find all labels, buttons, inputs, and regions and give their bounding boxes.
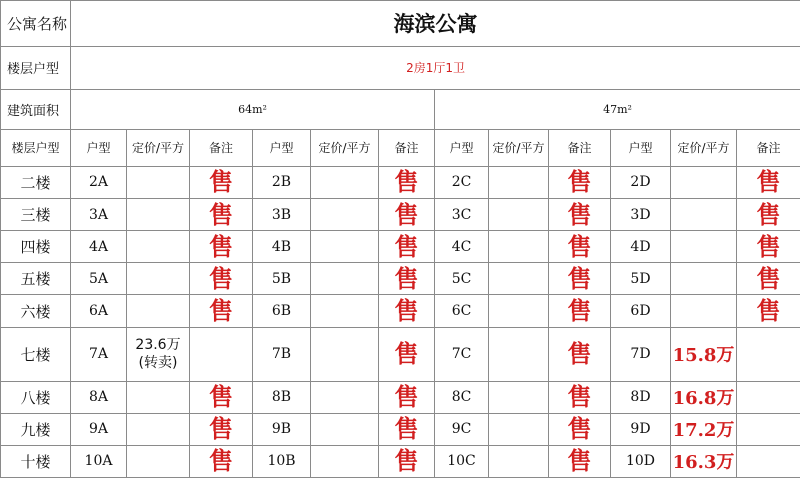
remark-cell	[737, 413, 800, 445]
sold-mark: 售	[737, 199, 800, 231]
unit-label: 5C	[435, 263, 489, 295]
col-header-price: 定价/平方	[311, 129, 379, 166]
sold-mark: 售	[549, 231, 611, 263]
unit-label: 3D	[611, 199, 671, 231]
unit-label: 3B	[253, 199, 311, 231]
floor-label: 十楼	[1, 445, 71, 477]
price-cell	[311, 199, 379, 231]
col-header-floor-type: 楼层户型	[1, 129, 71, 166]
apartment-name-label: 公寓名称	[1, 1, 71, 47]
col-header-unit: 户型	[435, 129, 489, 166]
sold-mark: 售	[190, 445, 253, 477]
unit-label: 10D	[611, 445, 671, 477]
unit-label: 9D	[611, 413, 671, 445]
price-cell	[671, 199, 737, 231]
floor-label: 九楼	[1, 413, 71, 445]
table-row	[1, 413, 800, 445]
price-cell	[311, 295, 379, 327]
unit-label: 8D	[611, 381, 671, 413]
price-cell	[489, 199, 549, 231]
sold-mark: 售	[190, 199, 253, 231]
sold-mark: 售	[549, 166, 611, 198]
col-header-remark: 备注	[379, 129, 435, 166]
price-cell: 15.8万	[671, 327, 737, 381]
resale-price: 23.6万	[135, 337, 181, 354]
unit-label: 10C	[435, 445, 489, 477]
remark-cell	[737, 327, 800, 381]
sold-mark: 售	[379, 295, 435, 327]
sold-mark: 售	[190, 263, 253, 295]
price-cell	[489, 231, 549, 263]
sold-mark: 售	[190, 413, 253, 445]
table-row	[1, 166, 800, 198]
floor-label: 八楼	[1, 381, 71, 413]
unit-label: 4B	[253, 231, 311, 263]
price-cell	[127, 445, 190, 477]
col-header-remark: 备注	[549, 129, 611, 166]
unit-label: 2D	[611, 166, 671, 198]
price-cell	[311, 327, 379, 381]
remark-cell	[190, 327, 253, 381]
unit-label: 6D	[611, 295, 671, 327]
floor-label: 七楼	[1, 327, 71, 381]
sold-mark: 售	[379, 445, 435, 477]
unit-label: 4D	[611, 231, 671, 263]
price-cell	[489, 381, 549, 413]
sold-mark: 售	[379, 327, 435, 381]
floor-label: 二楼	[1, 166, 71, 198]
unit-label: 5D	[611, 263, 671, 295]
table-row	[1, 199, 800, 231]
area-value-left: 64m²	[71, 90, 435, 129]
price-cell	[489, 263, 549, 295]
col-header-unit: 户型	[611, 129, 671, 166]
sold-mark: 售	[549, 263, 611, 295]
price-cell	[127, 231, 190, 263]
sold-mark: 售	[549, 413, 611, 445]
floor-label: 五楼	[1, 263, 71, 295]
col-header-unit: 户型	[71, 129, 127, 166]
price-cell: 17.2万	[671, 413, 737, 445]
col-header-price: 定价/平方	[127, 129, 190, 166]
sold-mark: 售	[379, 381, 435, 413]
sold-mark: 售	[190, 381, 253, 413]
price-cell	[127, 295, 190, 327]
unit-label: 6B	[253, 295, 311, 327]
sold-mark: 售	[190, 231, 253, 263]
sold-mark: 售	[379, 263, 435, 295]
unit-label: 8B	[253, 381, 311, 413]
col-header-price: 定价/平方	[489, 129, 549, 166]
col-header-remark: 备注	[190, 129, 253, 166]
sold-mark: 售	[549, 445, 611, 477]
unit-label: 2C	[435, 166, 489, 198]
table-row	[1, 381, 800, 413]
remark-cell	[737, 445, 800, 477]
price-cell	[127, 413, 190, 445]
unit-label: 8A	[71, 381, 127, 413]
unit-label: 4A	[71, 231, 127, 263]
unit-label: 9A	[71, 413, 127, 445]
sold-mark: 售	[549, 199, 611, 231]
unit-label: 2B	[253, 166, 311, 198]
area-label: 建筑面积	[1, 90, 71, 129]
area-value-right: 47m²	[435, 90, 800, 129]
price-cell: 16.8万	[671, 381, 737, 413]
unit-label: 9C	[435, 413, 489, 445]
price-cell	[127, 199, 190, 231]
floor-label: 四楼	[1, 231, 71, 263]
unit-label: 3A	[71, 199, 127, 231]
price-cell	[671, 295, 737, 327]
sold-mark: 售	[379, 199, 435, 231]
price-cell	[311, 166, 379, 198]
table-row	[1, 327, 800, 381]
price-cell	[489, 413, 549, 445]
price-cell	[489, 166, 549, 198]
price-cell	[311, 445, 379, 477]
floor-label: 六楼	[1, 295, 71, 327]
resale-note: (转卖)	[138, 355, 178, 372]
price-cell	[489, 327, 549, 381]
price-cell	[311, 231, 379, 263]
sold-mark: 售	[737, 295, 800, 327]
price-cell	[311, 263, 379, 295]
sold-mark: 售	[737, 263, 800, 295]
unit-label: 7C	[435, 327, 489, 381]
sold-mark: 售	[549, 381, 611, 413]
price-cell: 16.3万	[671, 445, 737, 477]
unit-label: 7D	[611, 327, 671, 381]
price-cell	[671, 166, 737, 198]
remark-cell	[737, 381, 800, 413]
unit-label: 7B	[253, 327, 311, 381]
price-cell	[127, 327, 190, 381]
sold-mark: 售	[190, 166, 253, 198]
unit-label: 4C	[435, 231, 489, 263]
sold-mark: 售	[549, 295, 611, 327]
price-cell	[311, 413, 379, 445]
price-cell	[127, 381, 190, 413]
sold-mark: 售	[737, 166, 800, 198]
table-row	[1, 295, 800, 327]
unit-label: 8C	[435, 381, 489, 413]
apartment-name-title: 海滨公寓	[71, 1, 800, 47]
price-cell	[489, 445, 549, 477]
price-cell	[489, 295, 549, 327]
unit-label: 6A	[71, 295, 127, 327]
sold-mark: 售	[379, 413, 435, 445]
sold-mark: 售	[737, 231, 800, 263]
table-row	[1, 263, 800, 295]
price-cell	[311, 381, 379, 413]
unit-label: 10A	[71, 445, 127, 477]
price-cell	[127, 263, 190, 295]
unit-label: 5A	[71, 263, 127, 295]
col-header-remark: 备注	[737, 129, 800, 166]
price-cell	[127, 166, 190, 198]
sold-mark: 售	[379, 231, 435, 263]
floor-label: 三楼	[1, 199, 71, 231]
unit-label: 5B	[253, 263, 311, 295]
unit-label: 2A	[71, 166, 127, 198]
layout-value: 2房1厅1卫	[71, 46, 800, 90]
sold-mark: 售	[379, 166, 435, 198]
price-cell	[671, 263, 737, 295]
sold-mark: 售	[549, 327, 611, 381]
price-cell	[671, 231, 737, 263]
unit-label: 7A	[71, 327, 127, 381]
col-header-unit: 户型	[253, 129, 311, 166]
col-header-price: 定价/平方	[671, 129, 737, 166]
layout-label: 楼层户型	[1, 46, 71, 90]
unit-label: 6C	[435, 295, 489, 327]
unit-label: 3C	[435, 199, 489, 231]
unit-label: 10B	[253, 445, 311, 477]
sold-mark: 售	[190, 295, 253, 327]
unit-label: 9B	[253, 413, 311, 445]
table-row	[1, 445, 800, 477]
table-row	[1, 231, 800, 263]
